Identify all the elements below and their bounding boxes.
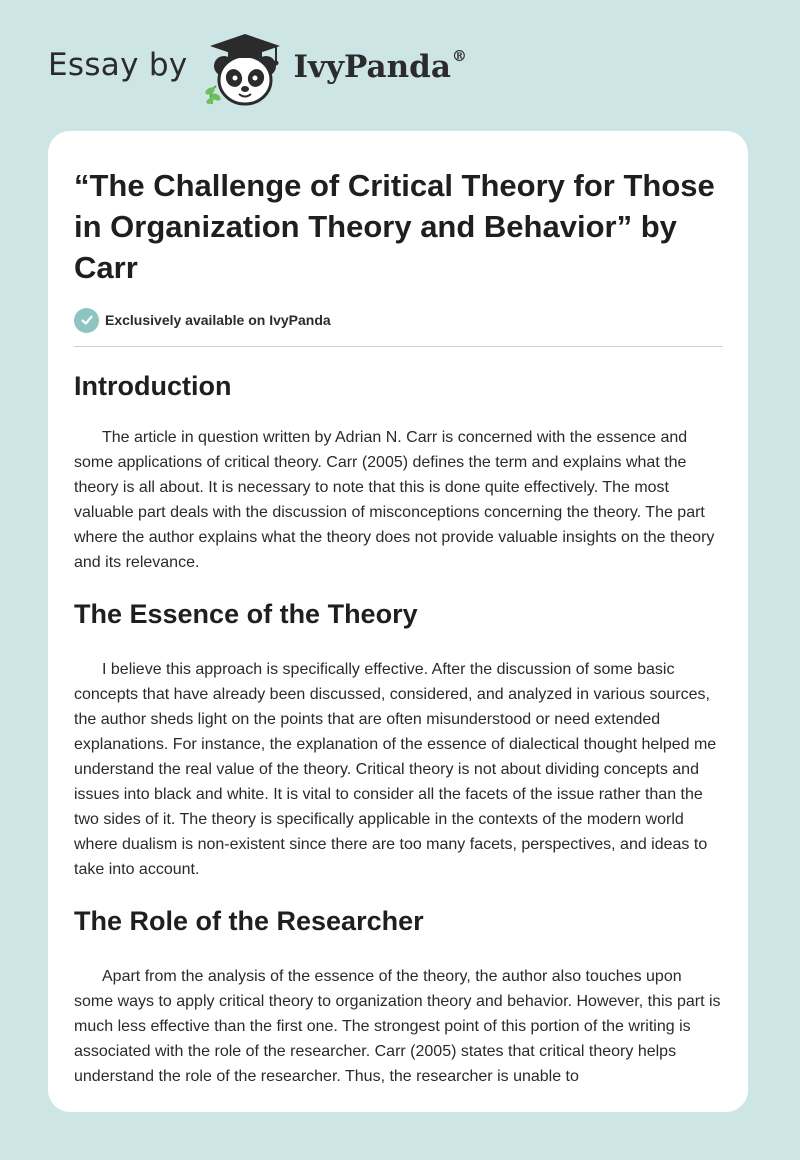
section-paragraph-role-of-researcher: Apart from the analysis of the essence of the theory, the author also touches upon some ways to apply critical theory to organization theory and behavior. However, this part is much less effective than the first one. The strongest point of this portion of the writing is associated with the role of the researcher. Carr (2005) states that critical theory helps understand the role of the researcher. Thus, the researcher is unable to <box>74 968 721 1085</box>
site-header <box>48 28 548 108</box>
section-heading-introduction: Introduction <box>74 371 232 401</box>
exclusive-badge <box>74 306 723 334</box>
essay-by-label: Essay by <box>48 47 188 83</box>
essay-title: “The Challenge of Critical Theory for Those in Organization Theory and Behavior” by Carr <box>74 168 715 285</box>
section-paragraph-essence: I believe this approach is specifically effective. After the discussion of some basic concepts that have already been discussed, considered, and analyzed in various sources, the author sheds light on the points that are often misunderstood or need extended explanations. For instance, the explanation of the essence of dialectical thought helped me understand the real value of the theory. Critical theory is not about dividing concepts and issues into black and white. It is vital to consider all the facets of the issue rather than the two sides of it. The theory is specifically applicable in the contexts of the modern world where dualism is non-existent since there are too many facets, perspectives, and ideas to take into account. <box>74 661 717 878</box>
checkmark-icon <box>74 308 99 333</box>
exclusive-text: Exclusively available on IvyPanda <box>105 312 331 328</box>
essay-card <box>48 131 748 1112</box>
brand-name: IvyPanda® <box>293 47 467 85</box>
divider <box>74 346 723 347</box>
panda-graduation-cap-icon <box>202 28 288 108</box>
essay-content <box>74 165 723 1089</box>
trademark-symbol: ® <box>451 47 467 65</box>
section-heading-role-of-researcher: The Role of the Researcher <box>74 906 424 936</box>
section-heading-essence: The Essence of the Theory <box>74 599 418 629</box>
section-paragraph-introduction: The article in question written by Adrian N. Carr is concerned with the essence and some applications of critical theory. Carr (2005) defines the term and explains what the theory is all about. It is necessary to note that this is done quite effectively. The most valuable part deals with the discussion of misconceptions concerning the theory. The part where the author explains what the theory does not provide valuable insights on the theory and its relevance. <box>74 429 715 571</box>
